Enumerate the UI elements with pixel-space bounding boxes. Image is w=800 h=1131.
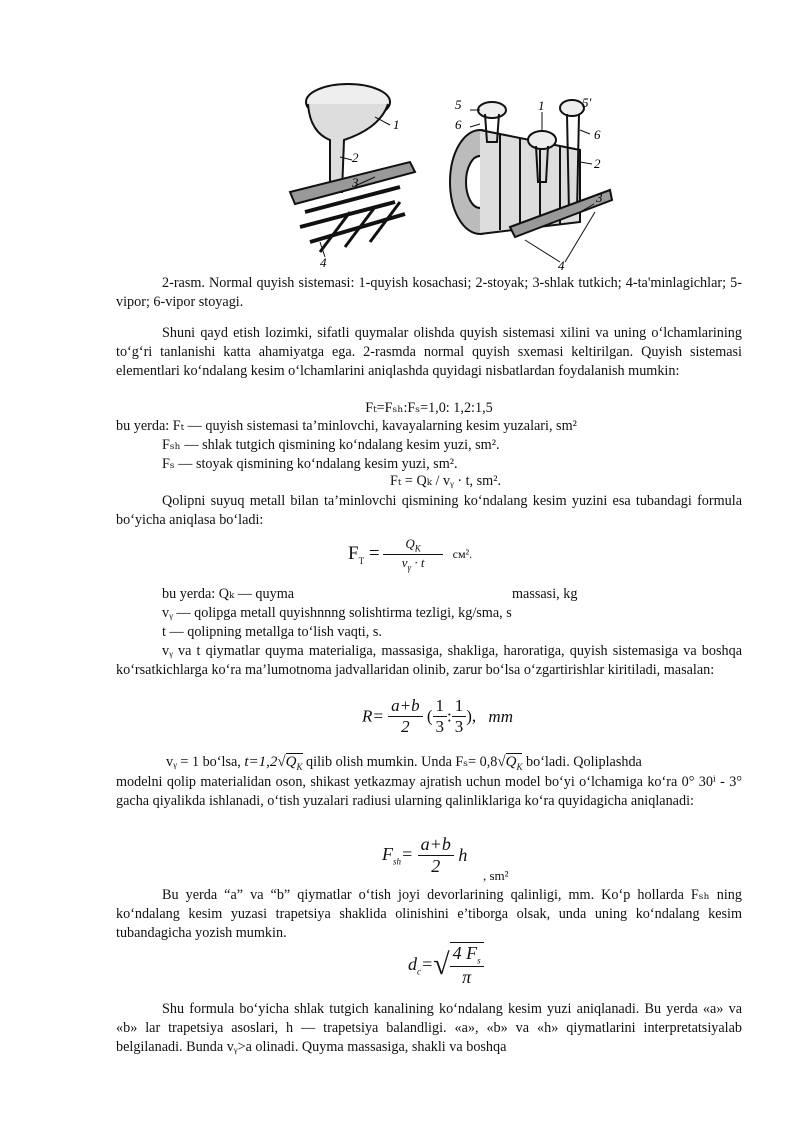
formula-ft-display: $F_T$ = $\frac{Q_K}{v_\gamma \cdot t}$ см². xyxy=(348,536,473,573)
label-5-right: 5 xyxy=(455,97,462,112)
formula-dc xyxy=(408,942,484,988)
label-2-right: 2 xyxy=(594,156,601,171)
r-frac1 xyxy=(433,696,448,737)
ft-unit: см². xyxy=(452,546,473,561)
dc-lhs: d xyxy=(408,953,417,974)
r-num: a+b xyxy=(388,696,422,717)
r-f2d: 3 xyxy=(454,717,464,736)
definition-qk-end: massasi, kg xyxy=(512,586,578,602)
gating-system-figure xyxy=(280,62,630,272)
formula-r xyxy=(362,696,513,737)
definition-fs: Fₛ — stoyak qismining ko‘ndalang kesim yuzi, sm². xyxy=(162,456,458,472)
sqrt-icon-2: √ xyxy=(497,754,506,770)
fsh-fraction xyxy=(418,834,454,877)
formula-fsh xyxy=(382,834,467,877)
definition-fsh: Fₛₕ — shlak tutgich qismining ko‘ndalang kesim yuzi, sm². xyxy=(162,437,500,453)
r-unit: mm xyxy=(488,706,513,726)
ft-num-sub: K xyxy=(414,543,421,554)
r-den: 2 xyxy=(401,717,410,736)
definition-ft: bu yerda: Fₜ — quyish sistemasi ta’minlovchi, kavayalarning kesim yuzalari, sm² xyxy=(116,418,577,434)
label-1-right: 1 xyxy=(538,98,545,113)
fsh-lhs-sub: sh xyxy=(393,856,402,867)
r-fraction xyxy=(388,696,422,737)
sqrt-icon-3: √ xyxy=(433,947,450,981)
r-close: ), xyxy=(466,706,477,726)
dc-num: 4 F xyxy=(452,943,478,963)
dc-lhs-sub: c xyxy=(417,966,421,977)
dc-num-sub: s xyxy=(477,955,481,966)
ft-den-sub: γ xyxy=(407,562,412,573)
fsh-eq: = xyxy=(401,844,414,865)
label-1-left: 1 xyxy=(393,117,400,132)
fsh-den: 2 xyxy=(431,856,441,876)
ft-lhs-sub: T xyxy=(358,555,365,566)
definition-vy: vᵧ — qolipga metall quyishnnng solishtirma tezligi, kg/sma, s xyxy=(162,605,512,621)
paragraph-4: modelni qolip materialidan oson, shikast yetkazmay ajratish uchun model bo‘yi o‘lchamiga ko‘ra 0° 30ⁱ - 3° gacha qiyalikda ishlanadi, o‘tish yuzalari radiusi ularning qalinliklariga ko‘ra quyidagicha aniqlanadi: xyxy=(116,774,742,809)
paragraph-6: Shu formula bo‘yicha shlak tutgich kanalining ko‘ndalang kesim yuzi aniqlanadi. Bu yerda «a» va «b» lar trapetsiya asoslari, h — trapetsiya balandligi. «a», «b» va «h» qiymatlarini interpretatsiyalab belgilanadi. Bunda vᵧ>a olinadi. Quyma massasiga, shakli va boshqa xyxy=(116,1001,742,1055)
ratio-formula: Fₜ=Fₛₕ:Fₛ=1,0: 1,2:1,5 xyxy=(365,400,493,416)
paragraph-5: Bu yerda “a” va “b” qiymatlar o‘tish joyi devorlarining qalinligi, mm. Ko‘p hollarda Fₛₕ ning ko‘ndalang kesim yuzasi trapetsiya shaklida olinishini e’tiborga olsak, unda uning ko‘ndalang kesim tubandagicha yozish mumkin. xyxy=(116,887,742,941)
r-lhs: R= xyxy=(362,706,384,726)
r-colon: : xyxy=(447,706,452,726)
definition-t: t — qolipning metallga to‘lish vaqti, s. xyxy=(162,624,382,640)
label-5prime-right: 5' xyxy=(582,95,592,110)
para4-mid: qilib olish mumkin. Unda Fₛ= 0,8 xyxy=(306,754,498,770)
label-4-left: 4 xyxy=(320,255,327,270)
label-3-left: 3 xyxy=(352,175,359,190)
dc-eq: = xyxy=(421,953,434,974)
r-f2n: 1 xyxy=(452,696,467,717)
paragraph-1: Shuni qayd etish lozimki, sifatli quymalar olishda quyish sistemasi xilini va uning o‘lchamlarining to‘g‘ri tanlanishi katta ahamiyatga ega. 2-rasmda normal quyish sxemasi keltirilgan. Quyish sistemasi elementlari ko‘ndalang kesim o‘lchamlarini aniqlashda quyidagi nisbatlardan foydalanish mumkin: xyxy=(116,325,742,379)
sqrt-icon: √ xyxy=(277,754,286,770)
dc-fraction xyxy=(450,942,484,988)
para4-q: $Q_K$ xyxy=(285,754,303,772)
label-6-right: 6 xyxy=(455,117,462,132)
r-frac2 xyxy=(452,696,467,737)
label-4-right: 4 xyxy=(558,258,565,272)
r-f1n: 1 xyxy=(433,696,448,717)
ft-den: v xyxy=(401,554,408,570)
dc-den: π xyxy=(462,966,472,987)
ft-num: Q xyxy=(405,536,415,551)
para4-start: vᵧ = 1 bo‘lsa, xyxy=(166,754,241,770)
left-gating-drawing xyxy=(290,84,415,252)
right-mould-drawing xyxy=(450,100,612,237)
ft-fraction xyxy=(383,536,443,572)
fsh-tail: h xyxy=(458,845,468,865)
fsh-lhs: F xyxy=(382,844,393,865)
label-2-left: 2 xyxy=(352,150,359,165)
fsh-unit: , sm² xyxy=(483,868,509,883)
fsh-num: a+b xyxy=(418,834,454,856)
paragraph-3: vᵧ va t qiymatlar quyma materialiga, massasiga, shakliga, haroratiga, quyish sistemasiga va boshqa ko‘rsatkichlarga ko‘ra ma’lumotnoma jadvallaridan olinib, zarur bo‘lsa o‘zgartirishlar kiritiladi, masalan: xyxy=(116,643,742,678)
para4-end: bo‘ladi. Qoliplashda xyxy=(526,754,642,770)
para4-t: t=1,2 xyxy=(244,754,278,770)
r-f1d: 3 xyxy=(435,717,445,736)
figure-caption: 2-rasm. Normal quyish sistemasi: 1-quyish kosachasi; 2-stoyak; 3-shlak tutkich; 4-ta'minlagichlar; 5-vipor; 6-vipor stoyagi. xyxy=(116,275,742,310)
ft-lhs: F xyxy=(348,542,359,564)
label-6b-right: 6 xyxy=(594,127,601,142)
r-open: ( xyxy=(426,706,433,726)
label-3-right: 3 xyxy=(596,190,603,205)
ft-den-tail: · t xyxy=(411,554,425,570)
formula-ft-inline: Fₜ = Qₖ / vᵧ · t, sm². xyxy=(390,473,502,489)
definition-qk: bu yerda: Qₖ — quyma xyxy=(162,586,295,602)
para4-q2: $Q_K$ xyxy=(505,754,523,772)
paragraph-2: Qolipni suyuq metall bilan ta’minlovchi qismining ko‘ndalang kesim yuzini esa tubandagi formula bo‘yicha aniqlasa bo‘ladi: xyxy=(116,493,742,528)
